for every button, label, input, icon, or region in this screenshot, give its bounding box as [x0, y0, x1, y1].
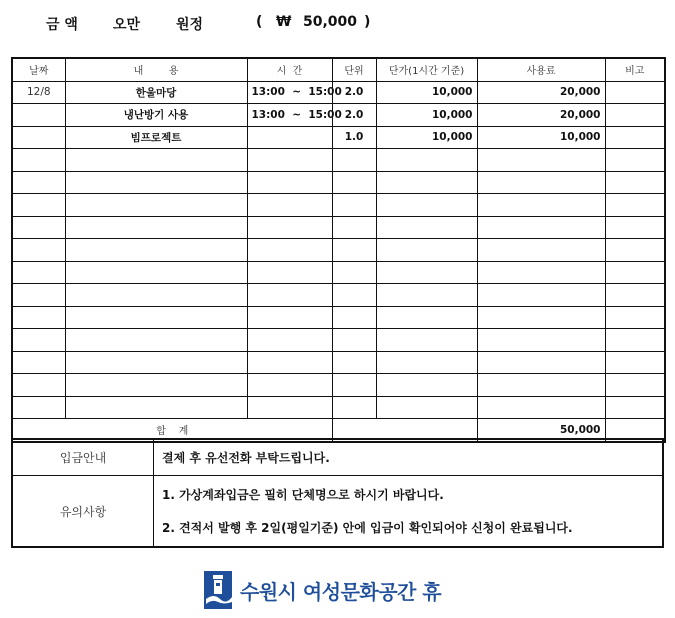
empty-cell	[477, 261, 605, 284]
empty-cell	[376, 149, 477, 172]
empty-cell	[65, 351, 247, 374]
cell-content: 한울마당	[65, 81, 247, 104]
paren-close: )	[364, 14, 371, 30]
empty-cell	[332, 329, 376, 352]
notes-cell	[154, 476, 664, 548]
empty-cell	[247, 149, 332, 172]
logo-text: 수원시 여성문화공간 휴	[240, 579, 442, 604]
empty-cell	[332, 171, 376, 194]
empty-cell	[376, 306, 477, 329]
empty-cell	[332, 351, 376, 374]
empty-cell	[376, 239, 477, 262]
empty-cell	[376, 284, 477, 307]
empty-cell	[477, 351, 605, 374]
header-note: 비고	[605, 58, 665, 81]
empty-cell	[477, 194, 605, 217]
empty-row	[12, 261, 665, 284]
cell-unit: 1.0	[332, 126, 376, 149]
empty-row	[12, 194, 665, 217]
cell-content: 냉난방기 사용	[65, 104, 247, 127]
header-price: 단가(1시간 기준)	[376, 58, 477, 81]
empty-cell	[376, 194, 477, 217]
empty-cell	[332, 284, 376, 307]
empty-cell	[605, 329, 665, 352]
empty-cell	[65, 149, 247, 172]
logo	[204, 571, 441, 609]
empty-cell	[65, 216, 247, 239]
empty-cell	[376, 216, 477, 239]
total-value: 50,000	[477, 419, 605, 442]
empty-row	[12, 171, 665, 194]
empty-cell	[332, 216, 376, 239]
empty-cell	[332, 396, 376, 419]
usage-table	[11, 57, 666, 443]
empty-cell	[12, 374, 65, 397]
cell-unit: 2.0	[332, 104, 376, 127]
empty-cell	[65, 194, 247, 217]
empty-cell	[65, 171, 247, 194]
empty-cell	[605, 216, 665, 239]
empty-cell	[12, 261, 65, 284]
cell-time: 13:00 ~ 15:00	[247, 81, 332, 104]
empty-cell	[65, 329, 247, 352]
empty-row	[12, 396, 665, 419]
empty-cell	[247, 374, 332, 397]
note-1: 1. 가상계좌입금은 필히 단체명으로 하시기 바랍니다.	[162, 488, 444, 502]
empty-cell	[376, 374, 477, 397]
empty-cell	[12, 329, 65, 352]
empty-cell	[12, 351, 65, 374]
empty-row	[12, 374, 665, 397]
empty-cell	[605, 194, 665, 217]
note-2: 2. 견적서 발행 후 2일(평일기준) 안에 입금이 확인되어야 신청이 완료됩니다.	[162, 521, 573, 535]
empty-row	[12, 329, 665, 352]
empty-row	[12, 239, 665, 262]
empty-cell	[332, 374, 376, 397]
empty-cell	[477, 329, 605, 352]
empty-cell	[332, 194, 376, 217]
empty-cell	[605, 396, 665, 419]
empty-cell	[605, 149, 665, 172]
deposit-text: 결제 후 유선전화 부탁드립니다.	[154, 439, 664, 476]
cell-time: 13:00 ~ 15:00	[247, 104, 332, 127]
empty-cell	[376, 171, 477, 194]
cell-price: 10,000	[376, 126, 477, 149]
table-row	[12, 81, 665, 104]
empty-cell	[605, 239, 665, 262]
empty-cell	[65, 239, 247, 262]
empty-cell	[12, 149, 65, 172]
header-unit: 단위	[332, 58, 376, 81]
table-row	[12, 104, 665, 127]
amount-value: 50,000	[303, 14, 358, 30]
currency-symbol: ₩	[276, 14, 292, 30]
amount-suffix: 원정	[176, 17, 204, 33]
cell-time	[247, 126, 332, 149]
empty-cell	[12, 284, 65, 307]
cell-fee: 20,000	[477, 104, 605, 127]
cell-unit: 2.0	[332, 81, 376, 104]
empty-row	[12, 149, 665, 172]
empty-cell	[12, 171, 65, 194]
empty-cell	[65, 261, 247, 284]
empty-cell	[477, 306, 605, 329]
empty-cell	[65, 284, 247, 307]
empty-cell	[247, 329, 332, 352]
cell-note	[605, 104, 665, 127]
empty-cell	[332, 149, 376, 172]
empty-cell	[247, 194, 332, 217]
empty-cell	[332, 239, 376, 262]
empty-cell	[65, 396, 247, 419]
table-row	[12, 126, 665, 149]
empty-row	[12, 351, 665, 374]
empty-cell	[247, 261, 332, 284]
empty-cell	[376, 351, 477, 374]
empty-cell	[477, 171, 605, 194]
cell-date	[12, 104, 65, 127]
empty-cell	[332, 306, 376, 329]
empty-cell	[247, 171, 332, 194]
header-content: 내 용	[65, 58, 247, 81]
empty-cell	[376, 329, 477, 352]
notes-label: 유의사항	[12, 476, 154, 548]
total-label: 합 계	[12, 419, 332, 442]
empty-cell	[247, 396, 332, 419]
deposit-label: 입금안내	[12, 439, 154, 476]
cell-fee: 20,000	[477, 81, 605, 104]
empty-cell	[247, 284, 332, 307]
header-date: 날짜	[12, 58, 65, 81]
cell-content: 빔프로젝트	[65, 126, 247, 149]
empty-cell	[605, 261, 665, 284]
empty-cell	[605, 284, 665, 307]
cell-note	[605, 126, 665, 149]
cell-price: 10,000	[376, 81, 477, 104]
empty-cell	[477, 149, 605, 172]
empty-row	[12, 284, 665, 307]
empty-cell	[376, 261, 477, 284]
lighthouse-logo-icon	[204, 571, 232, 609]
empty-cell	[477, 216, 605, 239]
empty-cell	[12, 306, 65, 329]
empty-cell	[376, 396, 477, 419]
empty-cell	[247, 351, 332, 374]
empty-row	[12, 216, 665, 239]
empty-cell	[477, 396, 605, 419]
empty-cell	[477, 284, 605, 307]
empty-cell	[605, 306, 665, 329]
paren-open: (	[256, 14, 263, 30]
cell-note	[605, 81, 665, 104]
empty-cell	[605, 351, 665, 374]
empty-cell	[12, 239, 65, 262]
empty-cell	[605, 171, 665, 194]
cell-price: 10,000	[376, 104, 477, 127]
empty-cell	[477, 239, 605, 262]
empty-cell	[65, 374, 247, 397]
empty-cell	[605, 374, 665, 397]
cell-fee: 10,000	[477, 126, 605, 149]
empty-cell	[12, 216, 65, 239]
empty-row	[12, 306, 665, 329]
empty-cell	[477, 374, 605, 397]
amount-label: 금 액	[46, 17, 78, 33]
table-header	[12, 58, 665, 81]
amount-korean: 오만	[113, 17, 141, 33]
empty-cell	[12, 194, 65, 217]
header-fee: 사용료	[477, 58, 605, 81]
cell-date	[12, 126, 65, 149]
empty-cell	[247, 216, 332, 239]
info-box	[11, 438, 664, 548]
empty-cell	[65, 306, 247, 329]
empty-cell	[247, 306, 332, 329]
empty-cell	[12, 396, 65, 419]
empty-cell	[247, 239, 332, 262]
empty-cell	[332, 261, 376, 284]
header-time: 시 간	[247, 58, 332, 81]
cell-date: 12/8	[12, 81, 65, 104]
